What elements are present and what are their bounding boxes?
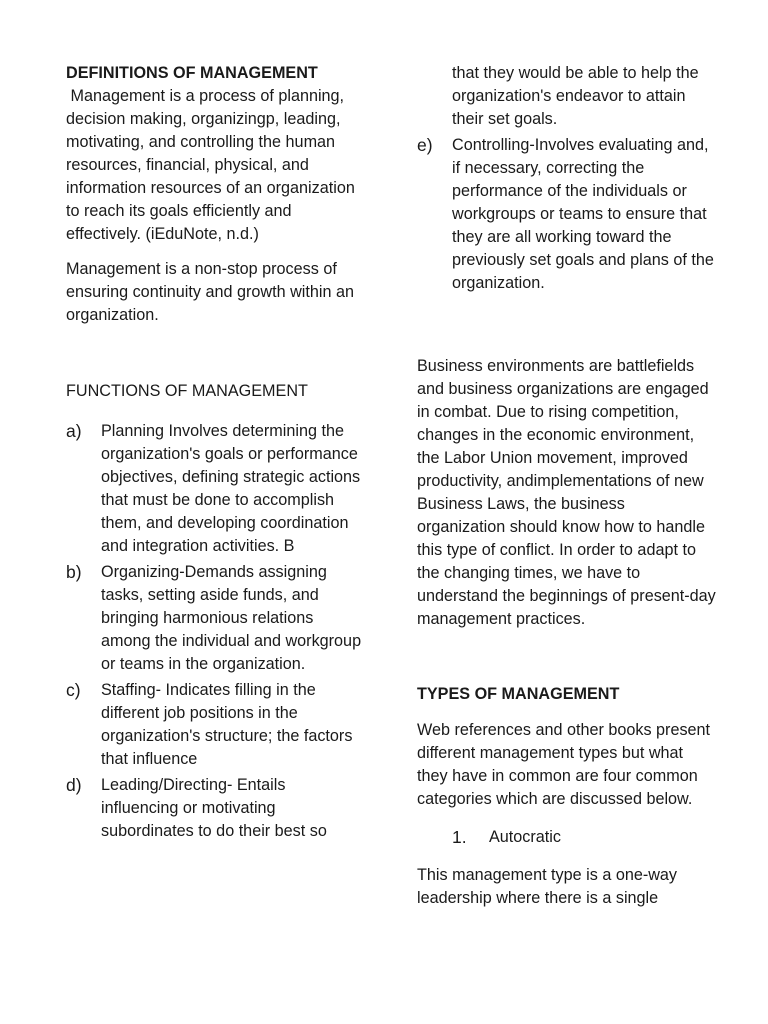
- function-text: Staffing- Indicates filling in the different job positions in the organization's structure; the factors that influence: [101, 681, 353, 768]
- definition-paragraph-1: Management is a process of planning, decision making, organizingp, leading, motivating, and controlling the human resources, financial, physical, and information resources of an organization to reach its goals efficiently and effectively. (iEduNote, n.d.): [66, 87, 360, 243]
- function-text: Planning Involves determining the organization's goals or performance objectives, defining strategic actions that must be done to accomplish them, and developing coordination and integration activities. B: [101, 422, 361, 555]
- functions-heading: FUNCTIONS OF MANAGEMENT: [66, 382, 308, 400]
- list-marker: 1.: [452, 827, 467, 847]
- types-heading: TYPES OF MANAGEMENT: [417, 685, 620, 703]
- types-intro-paragraph: Web references and other books present different management types but what they have in common are four common categories which are discussed below.: [417, 721, 711, 808]
- business-environments-paragraph: Business environments are battlefields and business organizations are engaged in combat. Due to rising competition, changes in the economic environment, the Labor Union movement, improved productivity, andimplementations of new Business Laws, the business organization should know how to handle this type of conflict. In order to adapt to the changing times, we have to understand the beginnings of present-day management practices.: [417, 357, 716, 628]
- list-marker: d): [66, 775, 82, 795]
- function-text: Organizing-Demands assigning tasks, setting aside funds, and bringing harmonious relations among the individual and workgroup or teams in the organization.: [101, 563, 362, 673]
- list-marker: e): [417, 135, 433, 155]
- function-item-c: [66, 679, 366, 771]
- definitions-heading: DEFINITIONS OF MANAGEMENT: [66, 64, 318, 82]
- list-marker: c): [66, 680, 81, 700]
- list-marker: a): [66, 421, 82, 441]
- list-marker: b): [66, 562, 82, 582]
- function-item-b: [66, 561, 366, 676]
- definition-paragraph-2: Management is a non-stop process of ensuring continuity and growth within an organization.: [66, 260, 354, 324]
- function-d-continuation: that they would be able to help the organization's endeavor to attain their set goals.: [452, 64, 699, 128]
- function-text: Leading/Directing- Entails influencing or motivating subordinates to do their best so: [101, 776, 327, 840]
- function-item-d: [66, 774, 366, 843]
- type-text: Autocratic: [489, 828, 561, 846]
- right-column: [417, 62, 717, 910]
- function-item-a: [66, 420, 366, 558]
- function-item-e: [417, 134, 717, 295]
- left-column: [66, 62, 366, 846]
- type-item-1: [417, 826, 717, 849]
- function-text: Controlling-Involves evaluating and, if necessary, correcting the performance of the individuals or workgroups or teams to ensure that they are all working toward the previously set goals and plans of the organization.: [452, 136, 714, 292]
- autocratic-paragraph: This management type is a one-way leadership where there is a single: [417, 866, 678, 907]
- functions-list: [66, 420, 366, 843]
